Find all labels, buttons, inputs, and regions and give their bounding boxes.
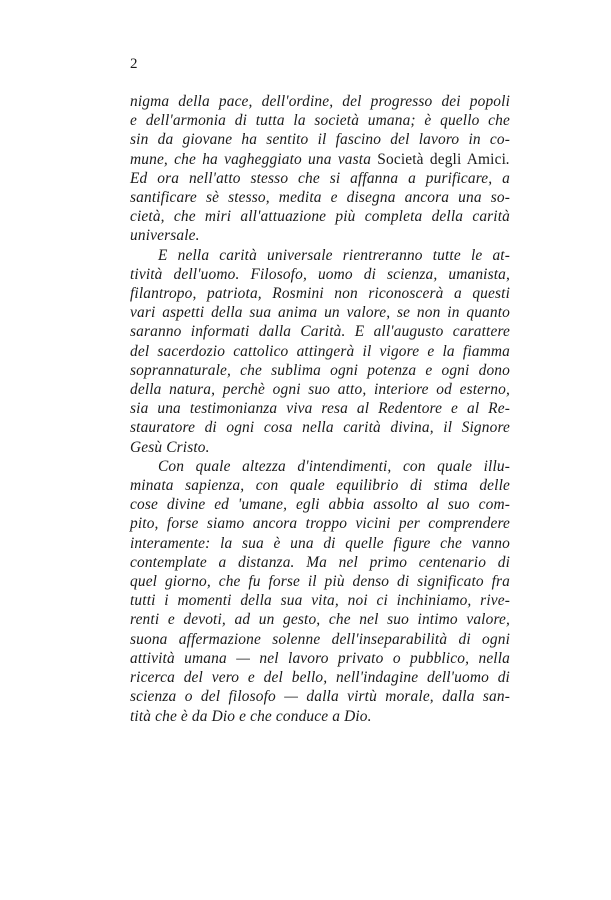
text-line: Ed ora nell'atto stesso che si affanna a purificare, a [130, 169, 510, 187]
text-line: sin da giovane ha sentito il fascino del lavoro in co- [130, 131, 510, 149]
text-line: pito, forse siamo ancora troppo vicini per comprendere [130, 515, 510, 533]
text-fragment: . [506, 150, 510, 168]
paragraph [130, 457, 510, 726]
text-fragment: mune, che ha vagheggiato una vasta [130, 150, 378, 168]
text-line: ricerca del vero e del bello, nell'indagine dell'uomo di [130, 669, 510, 687]
text-line: tutti i momenti della sua vita, noi ci inchiniamo, rive- [130, 592, 510, 610]
text-line: e dell'armonia di tutta la società umana; è quello che [130, 112, 510, 130]
text-line: E nella carità universale rientreranno tutte le at- [158, 246, 510, 264]
text-line: cietà, che miri all'attuazione più completa della carità [130, 208, 510, 226]
text-line: cose divine ed 'umane, egli abbia assolto al suo com- [130, 496, 510, 514]
text-line: universale. [130, 227, 200, 245]
text-line: Gesù Cristo. [130, 438, 210, 456]
text-line: filantropo, patriota, Rosmini non riconoscerà a questi [130, 285, 510, 303]
text-line: contemplate a distanza. Ma nel primo centenario di [130, 553, 510, 571]
paragraph [130, 246, 510, 457]
paragraph [130, 92, 510, 246]
text-line: stauratore di ogni cosa nella carità divina, il Signore [130, 419, 510, 437]
text-line: renti e devoti, ad un gesto, che nel suo intimo valore, [130, 611, 510, 629]
text-line: tività dell'uomo. Filosofo, uomo di scienza, umanista, [130, 265, 510, 283]
text-line: minata sapienza, con quale equilibrio di stima delle [130, 477, 510, 495]
text-line: scienza o del filosofo — dalla virtù morale, dalla san- [130, 688, 510, 706]
body-text [130, 92, 510, 726]
text-line: tità che è da Dio e che conduce a Dio. [130, 707, 372, 725]
text-line: Con quale altezza d'intendimenti, con quale illu- [158, 457, 510, 475]
text-line: santificare sè stesso, medita e disegna ancora una so- [130, 189, 510, 207]
page-number: 2 [130, 56, 138, 72]
text-line: suona affermazione solenne dell'inseparabilità di ogni [130, 630, 510, 648]
text-line: nigma della pace, dell'ordine, del progresso dei popoli [130, 93, 510, 110]
text-line: quel giorno, che fu forse il più denso di significato fra [130, 573, 510, 591]
society-name: Società degli Amici [377, 150, 506, 168]
text-line [130, 150, 510, 169]
text-line: sia una testimonianza viva resa al Redentore e al Re- [130, 400, 510, 418]
text-line: della natura, perchè ogni suo atto, interiore od esterno, [130, 381, 510, 399]
text-line: vari aspetti della sua anima un valore, se non in quanto [130, 304, 510, 322]
text-line: del sacerdozio cattolico attingerà il vigore e la fiamma [130, 342, 510, 360]
text-line: saranno informati dalla Carità. E all'augusto carattere [130, 323, 510, 341]
text-line: interamente: la sua è una di quelle figure che vanno [130, 534, 510, 552]
text-line: soprannaturale, che sublima ogni potenza e ogni dono [130, 361, 510, 379]
text-line: attività umana — nel lavoro privato o pubblico, nella [130, 649, 510, 667]
